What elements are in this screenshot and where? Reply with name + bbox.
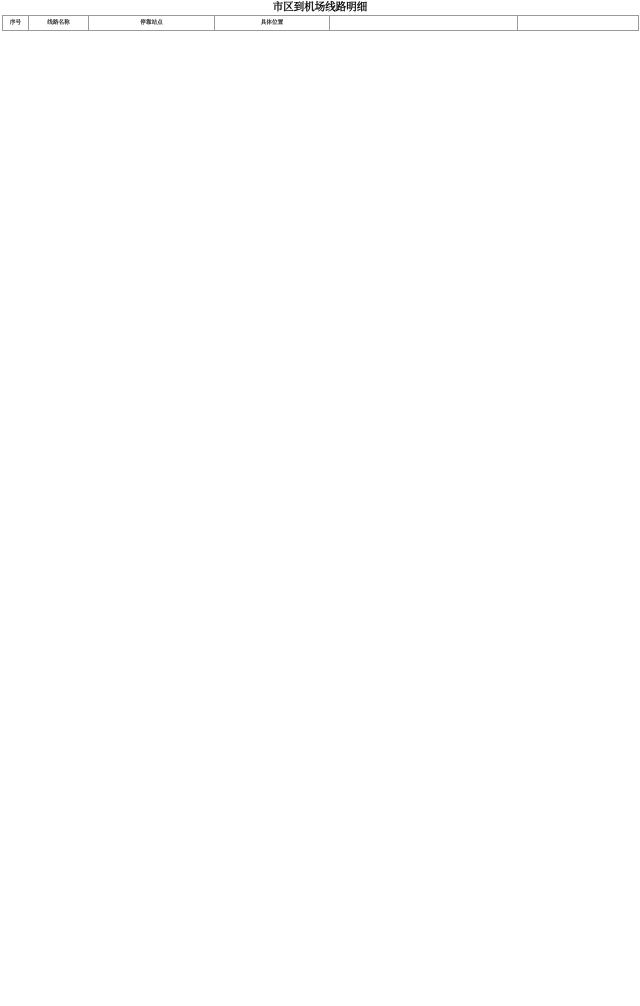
routes-table xyxy=(2,15,639,31)
header-no: 序号 xyxy=(3,16,29,31)
header-time xyxy=(330,16,518,31)
page-title: 市区到机场线路明细 xyxy=(272,1,368,13)
table-header-row xyxy=(3,16,639,31)
header-location: 具体位置 xyxy=(215,16,330,31)
header-contact xyxy=(518,16,639,31)
header-route-name: 线路名称 xyxy=(29,16,89,31)
header-stop: 停靠站点 xyxy=(89,16,215,31)
